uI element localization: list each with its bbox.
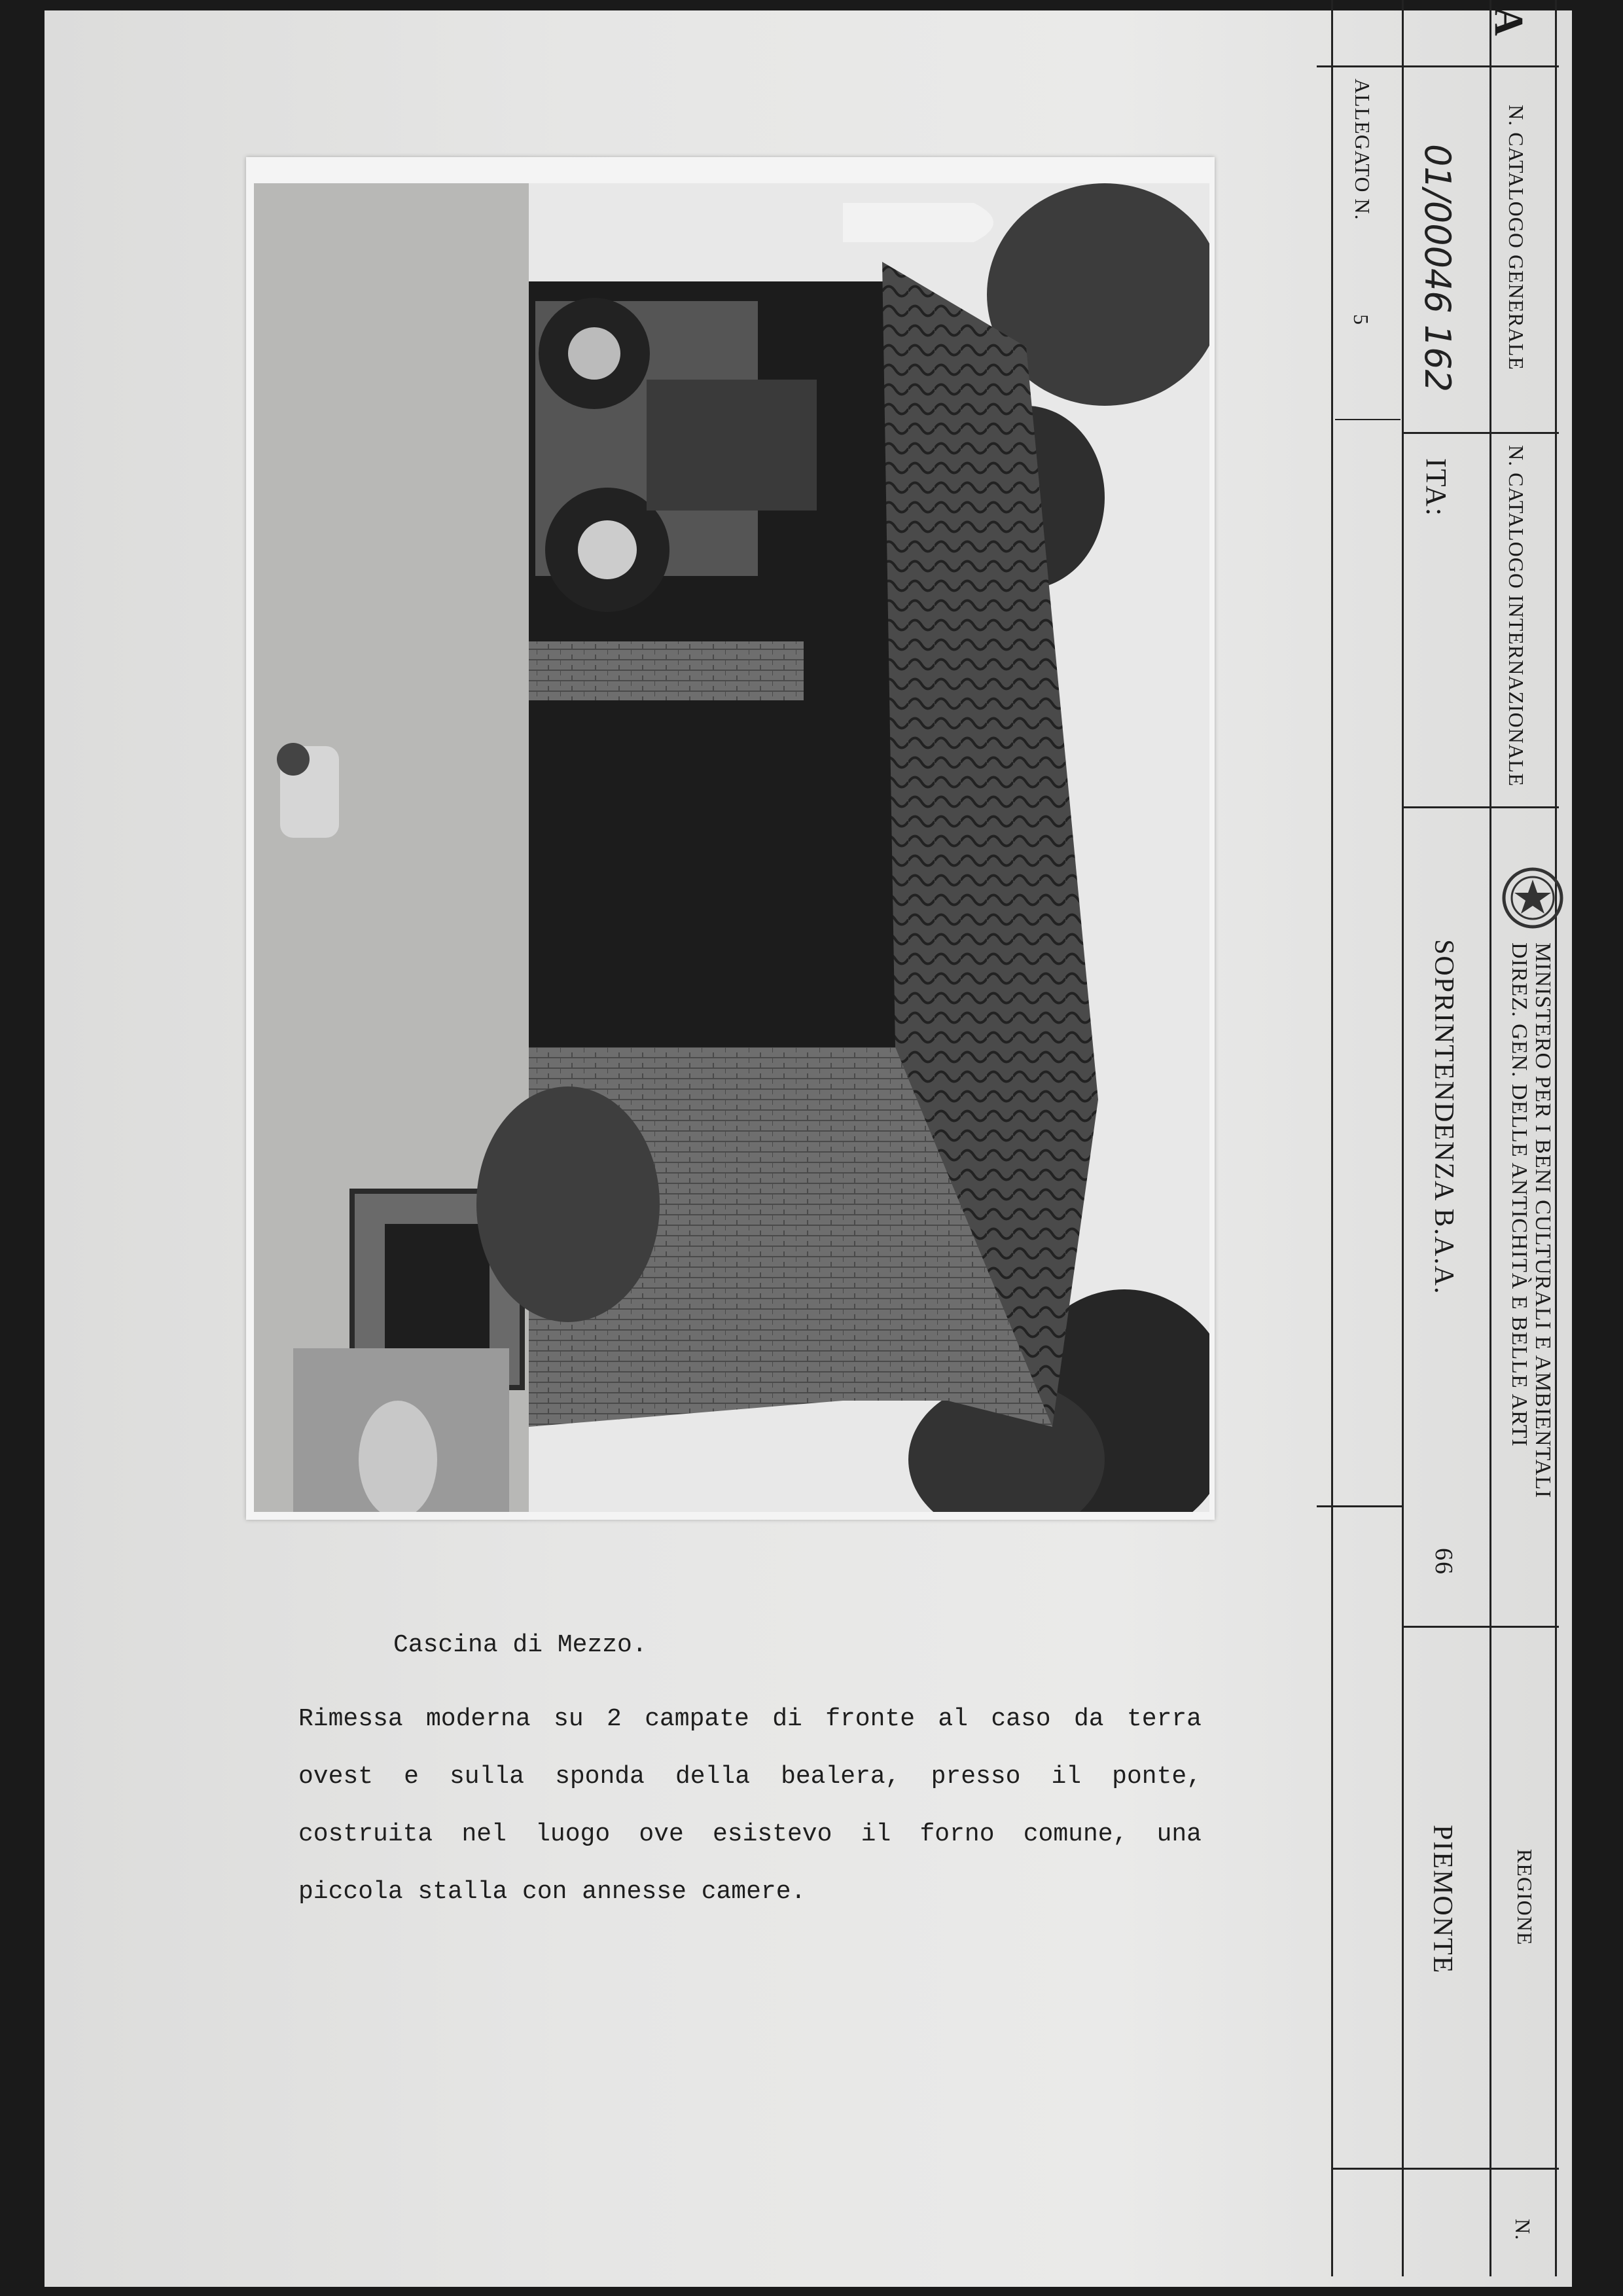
frame-line [1555, 0, 1557, 2276]
soprintendenza: SOPRINTENDENZA B.A.A. [1429, 939, 1459, 1295]
farm-shed-photo [254, 183, 1209, 1512]
frame-line [1317, 1505, 1402, 1507]
ministero-line1: MINISTERO PER I BENI CULTURALI E AMBIENTALI [1531, 942, 1555, 1499]
frame-line [1402, 0, 1404, 2276]
frame-line [1402, 806, 1559, 808]
caption-line: costruita nel luogo ove esistevo il forno comune, una [298, 1820, 1202, 1848]
photograph [246, 157, 1215, 1520]
caption-line: piccola stalla con annesse camere. [298, 1878, 806, 1906]
frame-line [1331, 0, 1333, 2276]
photo-caption [298, 1631, 1202, 1921]
allegato-label: ALLEGATO N. [1351, 79, 1374, 221]
regione-value: PIEMONTE [1427, 1825, 1457, 1975]
allegato-value: 5 [1349, 314, 1373, 325]
frame-line [1331, 2168, 1559, 2170]
ita-label: ITA: [1420, 458, 1452, 518]
frame-line [1317, 65, 1559, 67]
ministero-line2: DIREZ. GEN. DELLE ANTICHITÀ E BELLE ARTI [1507, 942, 1531, 1447]
caption-line: ovest e sulla sponda della bealera, presso il ponte, [298, 1763, 1202, 1791]
n-label: N. [1511, 2219, 1535, 2241]
caption-line: Rimessa moderna su 2 campate di fronte al caso da terra [298, 1705, 1202, 1733]
catalogo-generale-label: N. CATALOGO GENERALE [1505, 105, 1528, 370]
frame-line [1402, 1626, 1559, 1628]
frame-line [1402, 432, 1559, 434]
caption-title: Cascina di Mezzo. [393, 1631, 647, 1659]
catalogo-internazionale-label: N. CATALOGO INTERNAZIONALE [1505, 445, 1528, 787]
form-letter: A [1486, 7, 1531, 37]
republic-emblem-icon [1500, 865, 1565, 931]
allegato-underline [1335, 419, 1400, 420]
regione-label: REGIONE [1513, 1849, 1537, 1946]
catalogo-generale-value: 01/00046 162 [1417, 144, 1458, 392]
soprintendenza-number: 66 [1430, 1548, 1457, 1575]
frame-line [1489, 0, 1491, 2276]
